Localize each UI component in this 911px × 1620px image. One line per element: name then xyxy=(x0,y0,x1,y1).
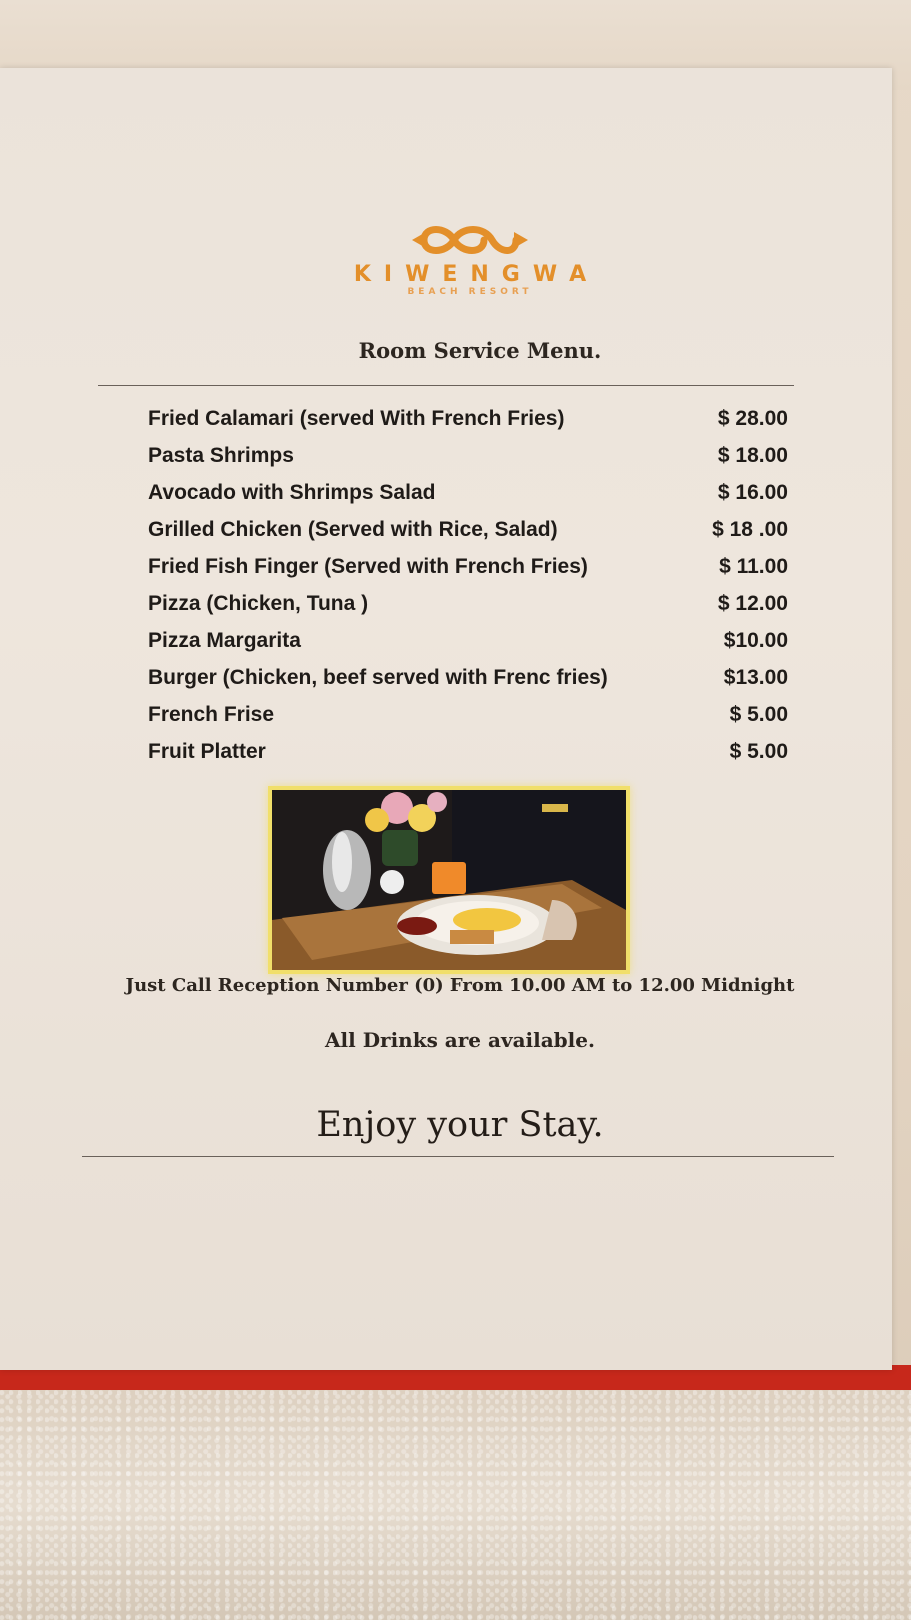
item-name: Burger (Chicken, beef served with Frenc fries) xyxy=(148,666,608,689)
item-name: Fruit Platter xyxy=(148,740,266,763)
item-name: Fried Fish Finger (Served with French Fries) xyxy=(148,555,588,578)
list-item xyxy=(148,592,788,629)
item-price: $ 18 .00 xyxy=(712,518,788,541)
resort-logo xyxy=(300,218,640,313)
menu-items-list xyxy=(148,407,788,777)
item-name: Grilled Chicken (Served with Rice, Salad) xyxy=(148,518,558,541)
item-price: $ 11.00 xyxy=(719,555,788,578)
item-name: Fried Calamari (served With French Fries) xyxy=(148,407,565,430)
title-divider xyxy=(98,385,794,386)
towel-background xyxy=(0,1390,911,1620)
list-item xyxy=(148,629,788,666)
resort-emblem-icon xyxy=(410,218,530,260)
item-price: $10.00 xyxy=(723,629,788,652)
list-item xyxy=(148,481,788,518)
reception-call-note: Just Call Reception Number (0) From 10.00 AM to 12.00 Midnight xyxy=(125,975,795,996)
item-price: $ 5.00 xyxy=(729,703,788,726)
item-price: $ 28.00 xyxy=(717,407,788,430)
item-price: $ 5.00 xyxy=(729,740,788,763)
tray-illustration-icon xyxy=(272,790,626,970)
list-item xyxy=(148,703,788,740)
item-name: Avocado with Shrimps Salad xyxy=(148,481,436,504)
item-price: $13.00 xyxy=(723,666,788,689)
list-item xyxy=(148,444,788,481)
item-price: $ 16.00 xyxy=(717,481,788,504)
list-item xyxy=(148,555,788,592)
item-price: $ 12.00 xyxy=(717,592,788,615)
list-item xyxy=(148,407,788,444)
item-name: Pasta Shrimps xyxy=(148,444,294,467)
brand-subtitle: BEACH RESORT xyxy=(407,287,533,297)
list-item xyxy=(148,518,788,555)
item-price: $ 18.00 xyxy=(717,444,788,467)
item-name: Pizza (Chicken, Tuna ) xyxy=(148,592,369,615)
brand-name: KIWENGWA xyxy=(353,262,600,287)
item-name: French Frise xyxy=(148,703,275,726)
list-item xyxy=(148,740,788,777)
closing-divider xyxy=(82,1156,834,1157)
room-service-photo xyxy=(272,790,626,970)
drinks-note: All Drinks are available. xyxy=(325,1028,595,1052)
list-item xyxy=(148,666,788,703)
closing-message: Enjoy your Stay. xyxy=(316,1105,604,1145)
menu-title: Room Service Menu. xyxy=(358,338,602,363)
item-name: Pizza Margarita xyxy=(148,629,301,652)
